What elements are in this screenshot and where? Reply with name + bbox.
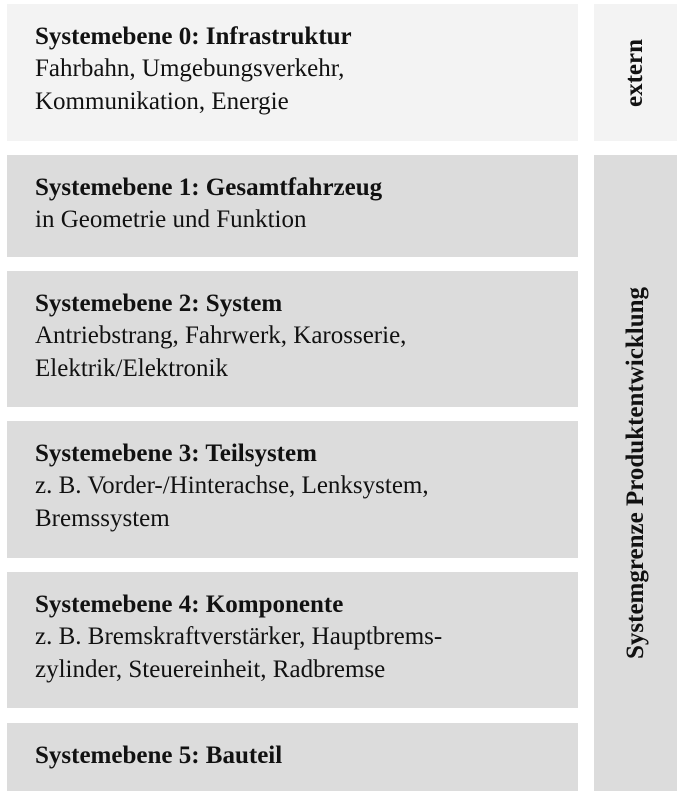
product-boundary-box [594, 155, 677, 791]
system-level-4 [7, 572, 578, 708]
level-title: Systemebene 3: Teilsystem [35, 440, 317, 467]
level-title: Systemebene 2: System [35, 290, 283, 317]
level-title: Systemebene 5: Bauteil [35, 742, 283, 769]
system-level-2 [7, 271, 578, 407]
extern-label-box [594, 4, 677, 141]
level-description: Fahrbahn, Umgebungsverkehr, Kommunikation, Energie [35, 55, 345, 115]
level-description: Antriebstrang, Fahrwerk, Karosserie, Elektrik/Elektronik [35, 322, 407, 382]
system-level-1 [7, 155, 578, 257]
level-description: z. B. Vorder-/Hinterachse, Lenksystem, Bremssystem [35, 472, 429, 532]
system-level-5 [7, 723, 578, 791]
level-title: Systemebene 0: Infrastruktur [35, 23, 352, 50]
level-title: Systemebene 4: Komponente [35, 591, 344, 618]
level-description: z. B. Bremskraftverstärker, Hauptbrems- zylinder, Steuereinheit, Radbremse [35, 623, 443, 683]
product-boundary-label: Systemgrenze Produktentwicklung [621, 287, 649, 659]
level-description: in Geometrie und Funktion [35, 206, 307, 233]
level-title: Systemebene 1: Gesamtfahrzeug [35, 174, 383, 201]
system-level-0 [7, 4, 578, 141]
system-level-3 [7, 421, 578, 558]
extern-label: extern [621, 38, 649, 107]
